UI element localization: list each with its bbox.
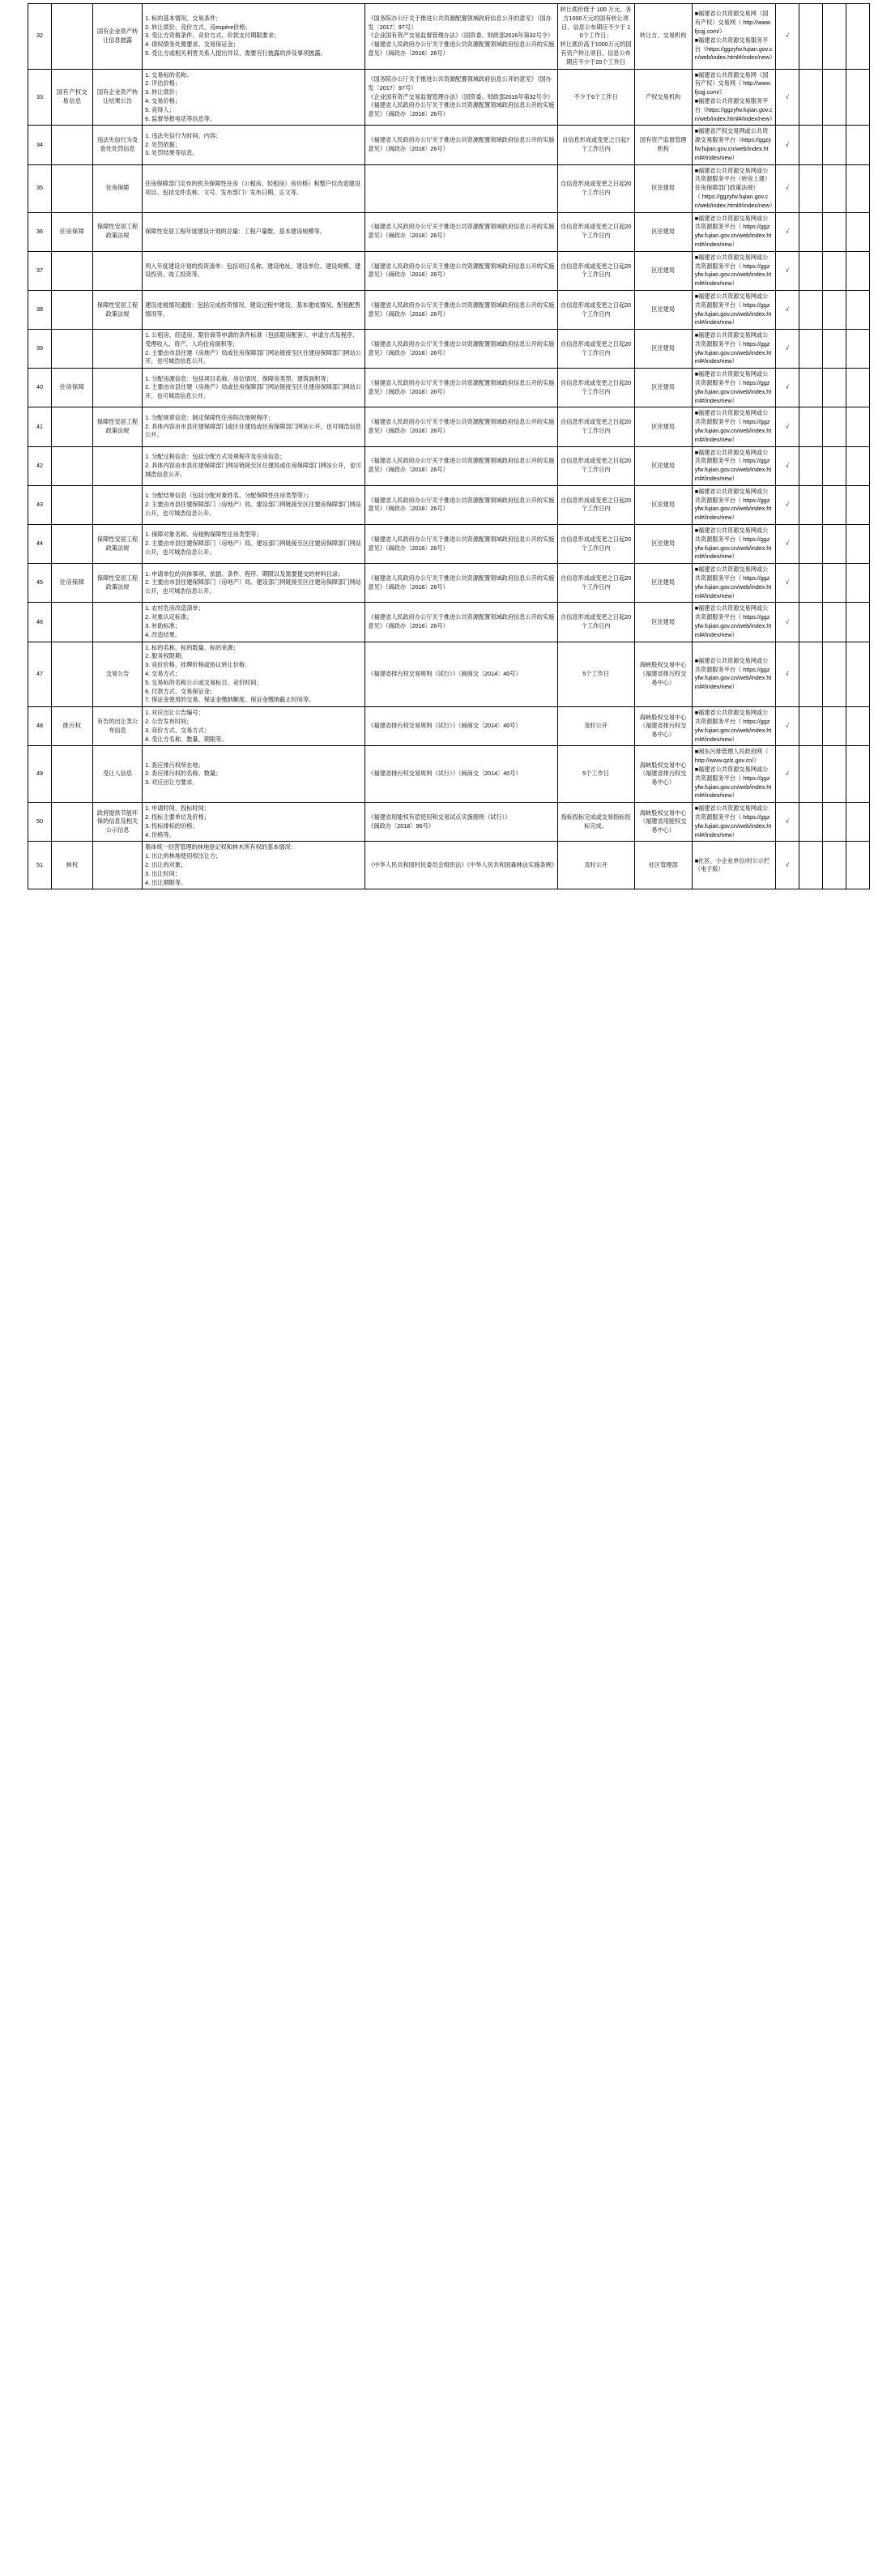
row-legal-basis: 《福建省人民政府办公厅关于推进公共资源配置领域政府信息公开的实施意见》（闽政办〔2018〕26号）: [365, 603, 557, 642]
row-checkmark: √: [775, 407, 799, 446]
row-checkmark: [822, 642, 846, 707]
row-disclosure-items: 1. 分配规章信息：制定保障性住房院次地规程序； 2. 具体内容由市县住建保障部门或区住建局或住房保障部门网站公开，也可城浩信息公开。: [143, 407, 365, 446]
row-subcategory: 保障性安居工程政策法规: [93, 290, 143, 329]
row-number: 37: [28, 251, 52, 290]
row-number: 40: [28, 369, 52, 407]
row-responsible-org: 区住建局: [634, 212, 692, 251]
row-checkmark: √: [775, 369, 799, 407]
row-checkmark: [799, 564, 822, 603]
row-disclosure-items: 1. 农村危房改造清单； 2. 对象认定标准； 3. 补助标准； 4. 改造结果。: [143, 603, 365, 642]
row-checkmark: √: [775, 330, 799, 369]
row-checkmark: [799, 842, 822, 889]
row-checkmark: [799, 4, 822, 70]
row-category: 住房保障: [52, 212, 93, 251]
row-disclosure-items: 集体统一经营管理的林地登记权和林木所有权的基本情况： 1. 出让的林地使用权出让方； 2. 出让的对象； 3. 出让时间； 4. 出让期限等。: [143, 842, 365, 889]
row-subcategory: 保障性安居工程政策法规: [93, 525, 143, 564]
row-disclosure-time: 转让底价低于 100 万元、各方1000万元的国有转让项目、信息公布期应不少于 10个工作日； 转让底价高于1000万元的国有资产转让项目、信息公布期应不少于20个工作日: [557, 4, 634, 70]
row-number: 34: [28, 126, 52, 164]
row-number: 44: [28, 525, 52, 564]
row-disclosure-time: 自信息形成或变更之日起20个工作日内: [557, 164, 634, 212]
row-responsible-org: 区住建局: [634, 446, 692, 485]
row-subcategory: [93, 330, 143, 369]
row-responsible-org: 海峡股权交易中心（福建省用能权交易中心）: [634, 803, 692, 842]
table-row: [28, 746, 870, 803]
table-row: [28, 212, 870, 251]
row-checkmark: [846, 4, 869, 70]
row-category: 林权: [52, 842, 93, 889]
row-checkmark: [846, 485, 869, 524]
row-legal-basis: 《福建省排污权交易规则（试行）》（闽商交〔2014〕40号）: [365, 707, 557, 746]
row-category: [52, 525, 93, 564]
table-row: [28, 485, 870, 524]
row-checkmark: [799, 251, 822, 290]
row-checkmark: [846, 746, 869, 803]
row-checkmark: [822, 603, 846, 642]
row-number: 46: [28, 603, 52, 642]
row-legal-basis: 《福建省人民政府办公厅关于推进公共资源配置领域政府信息公开的实施意见》（闽政办〔2018〕26号）: [365, 126, 557, 164]
row-checkmark: [846, 603, 869, 642]
row-number: 49: [28, 746, 52, 803]
table-row: [28, 446, 870, 485]
row-checkmark: [846, 842, 869, 889]
row-checkmark: [846, 212, 869, 251]
row-legal-basis: 《福建省人民政府办公厅关于推进公共资源配置领域政府信息公开的实施意见》（闽政办〔2018〕26号）: [365, 485, 557, 524]
row-checkmark: [799, 69, 822, 126]
row-disclosure-items: 1. 公租房、经适房、限价商等申请的条件标准（包括限房配套）、申请方式及程序、受理收入、资产、人均住房面积等； 2. 主要由市县住建（房地产）局或住房保障部门网站链接至区住建房保障部门网站公开，也可城浩信息公开。: [143, 330, 365, 369]
row-checkmark: [822, 4, 846, 70]
row-disclosure-time: 5个工作日: [557, 642, 634, 707]
row-responsible-org: 海峡股权交易中心（福建省排污权交易中心）: [634, 746, 692, 803]
row-platform: ■福建省公共资源交易网或公共资源服务平台（ https://ggzyfw.fujian.gov.cn/web/index.html#/index/new）: [692, 642, 775, 707]
row-checkmark: √: [775, 251, 799, 290]
row-platform: ■闽东污排管理人民政府网（ http://www.qzlz.gov.cn/） ■福建省公共资源交易网或公共资源服务平台（ https://ggzyfw.fujian.gov.cn/web/index.html#/index/new）: [692, 746, 775, 803]
row-subcategory: [93, 842, 143, 889]
row-category: [52, 251, 93, 290]
row-disclosure-time: 自信息形成或变更之日起20个工作日内: [557, 290, 634, 329]
row-number: 39: [28, 330, 52, 369]
row-disclosure-time: 自信息形成或变更之日起20个工作日内: [557, 251, 634, 290]
table-row: [28, 126, 870, 164]
row-checkmark: √: [775, 485, 799, 524]
row-legal-basis: 《福建省人民政府办公厅关于推进公共资源配置领域政府信息公开的实施意见》（闽政办〔2018〕26号）: [365, 446, 557, 485]
row-category: [52, 485, 93, 524]
row-subcategory: [93, 251, 143, 290]
row-checkmark: [822, 564, 846, 603]
row-disclosure-time: 自信息形成或变更之日起20个工作日内: [557, 212, 634, 251]
row-checkmark: [846, 164, 869, 212]
row-subcategory: [93, 369, 143, 407]
row-subcategory: 有告的出让类公布信息: [93, 707, 143, 746]
row-responsible-org: 转让方、交易机构: [634, 4, 692, 70]
row-checkmark: [846, 369, 869, 407]
row-checkmark: [822, 212, 846, 251]
table-row: [28, 164, 870, 212]
row-disclosure-time: 自信息形成或变更之日起20个工作日内: [557, 446, 634, 485]
row-category: [52, 407, 93, 446]
row-checkmark: [799, 330, 822, 369]
row-category: 住房保障: [52, 369, 93, 407]
row-number: 35: [28, 164, 52, 212]
public-resource-disclosure-table: [28, 3, 870, 889]
row-checkmark: √: [775, 564, 799, 603]
row-responsible-org: 区住建局: [634, 603, 692, 642]
row-responsible-org: 社区管理部: [634, 842, 692, 889]
row-responsible-org: 区住建局: [634, 369, 692, 407]
row-checkmark: √: [775, 642, 799, 707]
row-checkmark: √: [775, 707, 799, 746]
row-platform: ■福建省公共资源交易网或公共资源服务平台（ https://ggzyfw.fujian.gov.cn/web/index.html#/index/new）: [692, 446, 775, 485]
row-checkmark: [846, 407, 869, 446]
table-row: [28, 564, 870, 603]
row-checkmark: [822, 407, 846, 446]
row-disclosure-items: 1. 申请单位的具体事项、依据、条件、程序、期限以及需要提交的材料目录； 2. 主要由市县住建保障部门（房地产）局、建设部门网链接至区住建房保障部门网站公开，也可城浩信息公开。: [143, 564, 365, 603]
row-category: 排污权: [52, 707, 93, 746]
row-platform: ■福建省公共资源交易网或公共资源服务平台（ https://ggzyfw.fujian.gov.cn/web/index.html#/index/new）: [692, 290, 775, 329]
row-legal-basis: 《福建省人民政府办公厅关于推进公共资源配置领域政府信息公开的实施意见》（闽政办〔2018〕26号）: [365, 407, 557, 446]
row-number: 38: [28, 290, 52, 329]
row-legal-basis: 《福建省人民政府办公厅关于推进公共资源配置领域政府信息公开的实施意见》（闽政办〔2018〕26号）: [365, 212, 557, 251]
row-subcategory: 住房保障: [93, 164, 143, 212]
row-checkmark: √: [775, 746, 799, 803]
row-disclosure-items: 1. 保障对象名称、房租购保障性住房类型等； 2. 主要由市县住建保障部门（房地产）局、建设部门网链接至区住建房保障部门网站公开，也可城浩信息公开。: [143, 525, 365, 564]
row-checkmark: [799, 446, 822, 485]
row-subcategory: [93, 485, 143, 524]
table-row: [28, 803, 870, 842]
row-subcategory: 国有企业资产转让结果公告: [93, 69, 143, 126]
row-checkmark: [822, 746, 846, 803]
row-checkmark: [799, 603, 822, 642]
row-subcategory: 保障性安居工程政策法规: [93, 212, 143, 251]
row-checkmark: [822, 290, 846, 329]
table-row: [28, 290, 870, 329]
row-checkmark: [799, 126, 822, 164]
row-responsible-org: 区住建局: [634, 564, 692, 603]
row-platform: ■福建省公共资源交易网或公共资源服务平台（转房上建）住房保障部门政策法规） （ https://ggzyfw.fujian.gov.cn/web/index.html#/index/new）: [692, 164, 775, 212]
table-row: [28, 69, 870, 126]
row-platform: ■福建省公共资源交易网（国有产权）交易网（ http://www.fjcqj.com/） ■福建省公共资源交易服务平台（https://ggzyfw.fujian.gov.cn/web/index.html#/index/new）: [692, 4, 775, 70]
row-platform: ■社区、小企业单位/村公示栏（电子版）: [692, 842, 775, 889]
row-subcategory: [93, 446, 143, 485]
row-disclosure-time: 自信息形成或变更之日起20个工作日内: [557, 407, 634, 446]
row-checkmark: √: [775, 4, 799, 70]
row-disclosure-items: 1. 对应出让公告编号； 2. 公告发布时间； 3. 竞价方式、交易方式； 4. 受让方名称、数量、期限等。: [143, 707, 365, 746]
row-number: 50: [28, 803, 52, 842]
row-disclosure-time: 不少于6个工作日: [557, 69, 634, 126]
row-category: [52, 4, 93, 70]
row-checkmark: [846, 525, 869, 564]
table-row: [28, 369, 870, 407]
row-disclosure-time: 指标投标完成或交易指标投标完成。: [557, 803, 634, 842]
row-checkmark: [822, 330, 846, 369]
row-number: 47: [28, 642, 52, 707]
row-legal-basis: 《福建省排污权交易规则（试行）》（闽商交〔2014〕40号）: [365, 746, 557, 803]
row-checkmark: [846, 642, 869, 707]
row-checkmark: [822, 164, 846, 212]
row-category: [52, 603, 93, 642]
row-checkmark: √: [775, 290, 799, 329]
row-checkmark: [846, 446, 869, 485]
row-category: [52, 330, 93, 369]
row-checkmark: [799, 485, 822, 524]
row-platform: ■福建省公共资源交易网或公共资源服务平台（ https://ggzyfw.fujian.gov.cn/web/index.html#/index/new）: [692, 803, 775, 842]
row-disclosure-time: 自信息形成或变更之日起7个工作日内: [557, 126, 634, 164]
row-platform: ■福建省公共资源交易网或公共资源服务平台（ https://ggzyfw.fujian.gov.cn/web/index.html#/index/new）: [692, 485, 775, 524]
row-platform: ■福建省公共资源交易网或公共资源服务平台（ https://ggzyfw.fujian.gov.cn/web/index.html#/index/new）: [692, 707, 775, 746]
row-checkmark: √: [775, 212, 799, 251]
row-checkmark: [846, 251, 869, 290]
row-category: [52, 446, 93, 485]
row-checkmark: [822, 126, 846, 164]
row-checkmark: √: [775, 603, 799, 642]
row-disclosure-items: 1. 查应排污权所在地； 2. 查应排污权的名称、数量； 3. 对应出让方要求。: [143, 746, 365, 803]
row-disclosure-items: 1. 分配结果信息（包括分配对象姓名、分配保障性住房类型等）； 2. 主要由市县住建保障部门（房地产）局、建设部门网链接至区住建房保障部门网站公开，也可城浩信息公开。: [143, 485, 365, 524]
row-checkmark: √: [775, 126, 799, 164]
row-checkmark: [822, 369, 846, 407]
row-disclosure-items: 1. 标的名称、标的数量、标的来源； 2. 服务权限期； 3. 竞价价格、挂牌价格或协议转让价格； 4. 交易方式； 5. 交易标的名称公示或交易标目、竞价时间； 6. 付款方式、交易保证金； 7. 保证金使用的交易、保证金缴纳额度、保证金缴纳截止时间等。: [143, 642, 365, 707]
row-category: [52, 164, 93, 212]
row-legal-basis: 《福建省人民政府办公厅关于推进公共资源配置领域政府信息公开的实施意见》（闽政办〔2018〕26号）: [365, 290, 557, 329]
row-disclosure-items: 1. 申请时间、投标时间； 2. 投标主要单位及价格； 3. 投标排标的价格； 4. 价格等。: [143, 803, 365, 842]
row-subcategory: 违法失信行为及查处处罚信息: [93, 126, 143, 164]
row-disclosure-items: 1. 分配房源信息：包括项目名称、房位情况、保障房类型、建筑面积等； 2. 主要由市县住建（房地产）局或住房保障部门网站链接至区住建房保障部门网站公开，也可城浩信息公开。: [143, 369, 365, 407]
row-checkmark: [822, 446, 846, 485]
row-checkmark: [799, 525, 822, 564]
row-disclosure-items: 1. 标的基本情况、交易条件； 2. 转让底价、竞价方式、竞espère价格； 3. 受让方资格条件、竞价方式、价款支付期限要求； 4. 债权债务处置要求、交易保证金； 5. 受让方或相关利害关系人提出异议、需要另行披露的涉及事项披露。: [143, 4, 365, 70]
row-checkmark: [846, 330, 869, 369]
row-checkmark: [846, 126, 869, 164]
table-row: [28, 842, 870, 889]
table-row: [28, 603, 870, 642]
row-disclosure-time: 及时公开: [557, 707, 634, 746]
row-checkmark: [846, 707, 869, 746]
row-responsible-org: 区住建局: [634, 485, 692, 524]
row-subcategory: 保障性安居工程政策法规: [93, 407, 143, 446]
row-disclosure-time: 5个工作日: [557, 746, 634, 803]
table-row: [28, 4, 870, 70]
row-checkmark: [846, 290, 869, 329]
row-number: 43: [28, 485, 52, 524]
row-legal-basis: 《福建省人民政府办公厅关于推进公共资源配置领域政府信息公开的实施意见》（闽政办〔2018〕26号）: [365, 369, 557, 407]
row-checkmark: [799, 707, 822, 746]
row-checkmark: [799, 803, 822, 842]
row-disclosure-time: 自信息形成或变更之日起20个工作日内: [557, 485, 634, 524]
row-checkmark: [846, 564, 869, 603]
row-category: [52, 803, 93, 842]
row-category: [52, 126, 93, 164]
table-row: [28, 407, 870, 446]
row-checkmark: [846, 803, 869, 842]
row-subcategory: 交易公告: [93, 642, 143, 707]
row-disclosure-items: 住房保障部门定布的机关保障性住房（公租房、轻租房）房价格）和整户位改造建设项目、包括交件名称、文号、发布部门）发布日期、正文等。: [143, 164, 365, 212]
table-row: [28, 642, 870, 707]
row-checkmark: [799, 164, 822, 212]
row-checkmark: √: [775, 842, 799, 889]
row-disclosure-time: 自信息形成或变更之日起20个工作日内: [557, 603, 634, 642]
row-platform: ■福建省公共资源交易网或公共资源服务平台（ https://ggzyfw.fujian.gov.cn/web/index.html#/index/new）: [692, 603, 775, 642]
row-subcategory: 保障性安居工程政策法规: [93, 564, 143, 603]
row-checkmark: [799, 290, 822, 329]
row-checkmark: [799, 407, 822, 446]
table-body: [28, 4, 870, 889]
row-legal-basis: [365, 164, 557, 212]
row-checkmark: [822, 803, 846, 842]
row-checkmark: [799, 369, 822, 407]
row-legal-basis: 《中华人民共和国村民委员会组织法》《中华人民共和国森林法实施条例》: [365, 842, 557, 889]
row-number: 36: [28, 212, 52, 251]
row-platform: ■福建省公共资源交易网或公共资源服务平台（ https://ggzyfw.fujian.gov.cn/web/index.html#/index/new）: [692, 212, 775, 251]
row-category: 住房保障: [52, 564, 93, 603]
row-responsible-org: 区住建局: [634, 407, 692, 446]
row-responsible-org: 区住建局: [634, 290, 692, 329]
row-platform: ■福建省公共资源交易网（国有产权）交易网（ http://www.fjcqj.com/） ■福建省公共资源交易服务平台（https://ggzyfw.fujian.gov.cn/web/index.html#/index/new）: [692, 69, 775, 126]
row-legal-basis: 《福建省人民政府办公厅关于推进公共资源配置领域政府信息公开的实施意见》（闽政办〔2018〕26号）: [365, 525, 557, 564]
row-legal-basis: 《福建省排污权交易规则（试行）》（闽商交〔2014〕40号）: [365, 642, 557, 707]
row-legal-basis: 《国务院办公厅关于推进公共资源配置领域政府信息公开的意见》（国办发〔2017〕97号） 《企业国有资产交易监督管理办法》（国资委、财政部2016年第32号令） 《福建省人民政府办公厅关于推进公共资源配置领域政府信息公开的实施意见》（闽政办〔2018〕26号）: [365, 69, 557, 126]
row-disclosure-items: 1. 交易标的名称； 2. 评估价格； 3. 转让底价； 4. 交易价格； 5. 竞得人； 6. 监督举报电话等信息等。: [143, 69, 365, 126]
row-number: 32: [28, 4, 52, 70]
row-checkmark: √: [775, 69, 799, 126]
row-number: 45: [28, 564, 52, 603]
row-disclosure-time: 自信息形成或变更之日起20个工作日内: [557, 564, 634, 603]
row-subcategory: 政府提供节能环保的信息及相关公示信息: [93, 803, 143, 842]
row-disclosure-items: 保障性安居工程年度建设计划的总量：工程户量数、基本建设规模等。: [143, 212, 365, 251]
row-legal-basis: 《福建省人民政府办公厅关于推进公共资源配置领域政府信息公开的实施意见》（闽政办〔2018〕26号）: [365, 564, 557, 603]
row-responsible-org: 海峡股权交易中心（福建省排污权交易中心）: [634, 642, 692, 707]
row-disclosure-time: 及时公开: [557, 842, 634, 889]
row-platform: ■福建省公共资源交易网或公共资源服务平台（ https://ggzyfw.fujian.gov.cn/web/index.html#/index/new）: [692, 369, 775, 407]
row-checkmark: √: [775, 164, 799, 212]
row-responsible-org: 国有资产监督管理机构: [634, 126, 692, 164]
row-legal-basis: 《国务院办公厅关于推进公共资源配置领域政府信息公开的意见》（国办发〔2017〕97号） 《企业国有资产交易监督管理办法》（国资委、财政部2016年第32号令） 《福建省人民政府办公厅关于推进公共资源配置领域政府信息公开的实施意见》（闽政办〔2018〕26号）: [365, 4, 557, 70]
row-number: 41: [28, 407, 52, 446]
row-checkmark: [822, 707, 846, 746]
row-subcategory: 受让人信息: [93, 746, 143, 803]
row-checkmark: [822, 69, 846, 126]
row-legal-basis: 《福建省人民政府办公厅关于推进公共资源配置领域政府信息公开的实施意见》（闽政办〔2018〕26号）: [365, 330, 557, 369]
row-platform: ■福建省产权交易网或公共资源交易服务平台（https://ggzyfw.fujian.gov.cn/web/index.html#/index/new）: [692, 126, 775, 164]
row-platform: ■福建省公共资源交易网或公共资源服务平台（ https://ggzyfw.fujian.gov.cn/web/index.html#/index/new）: [692, 330, 775, 369]
row-platform: ■福建省公共资源交易网或公共资源服务平台（ https://ggzyfw.fujian.gov.cn/web/index.html#/index/new）: [692, 251, 775, 290]
row-checkmark: [799, 746, 822, 803]
row-number: 33: [28, 69, 52, 126]
row-checkmark: [846, 69, 869, 126]
row-platform: ■福建省公共资源交易网或公共资源服务平台（ https://ggzyfw.fujian.gov.cn/web/index.html#/index/new）: [692, 564, 775, 603]
row-responsible-org: 区住建局: [634, 525, 692, 564]
row-checkmark: [799, 642, 822, 707]
row-number: 42: [28, 446, 52, 485]
row-disclosure-time: 自信息形成或变更之日起20个工作日内: [557, 525, 634, 564]
row-disclosure-items: 建设进展情况通报：包括完成投资情况、建设过程中建设、基本建成情况、配租配售情况等。: [143, 290, 365, 329]
row-disclosure-time: 自信息形成或变更之日起20个工作日内: [557, 369, 634, 407]
row-category: [52, 746, 93, 803]
row-disclosure-items: 1. 分配过程信息：包括分配方式及规程序及住房信息； 2. 具体内容由市县住建保障部门网站链接至区住建局或住房保障部门网站公开，也可城浩信息公开。: [143, 446, 365, 485]
row-responsible-org: 区住建局: [634, 251, 692, 290]
row-responsible-org: 产权交易机构: [634, 69, 692, 126]
row-category: [52, 290, 93, 329]
document-page: [0, 3, 891, 2576]
table-row: [28, 251, 870, 290]
row-checkmark: [822, 485, 846, 524]
row-category: [52, 642, 93, 707]
row-category: 国有产权交易信息: [52, 69, 93, 126]
row-subcategory: [93, 603, 143, 642]
row-checkmark: [799, 212, 822, 251]
row-platform: ■福建省公共资源交易网或公共资源服务平台（ https://ggzyfw.fujian.gov.cn/web/index.html#/index/new）: [692, 525, 775, 564]
table-row: [28, 525, 870, 564]
row-checkmark: √: [775, 525, 799, 564]
row-checkmark: [822, 525, 846, 564]
row-checkmark: √: [775, 803, 799, 842]
row-platform: ■福建省公共资源交易网或公共资源服务平台（ https://ggzyfw.fujian.gov.cn/web/index.html#/index/new）: [692, 407, 775, 446]
row-responsible-org: 区住建局: [634, 330, 692, 369]
row-subcategory: 国有企业资产转让信息披露: [93, 4, 143, 70]
row-legal-basis: 《福建省用能权有偿使用和交易试点实施细则（试行）》 《闽政办〔2018〕96号》: [365, 803, 557, 842]
table-row: [28, 707, 870, 746]
row-disclosure-time: 自信息形成或变更之日起20个工作日内: [557, 330, 634, 369]
row-checkmark: [822, 842, 846, 889]
row-checkmark: √: [775, 446, 799, 485]
row-responsible-org: 区住建局: [634, 164, 692, 212]
row-number: 48: [28, 707, 52, 746]
row-responsible-org: 海峡股权交易中心（福建省排污权交易中心）: [634, 707, 692, 746]
row-disclosure-items: 列入年度建设计划的投资清单：包括项目名称、建设地址、建设单位、建设规模、建设投资、竣工投资等。: [143, 251, 365, 290]
row-disclosure-items: 1. 违法失信行为时间、内容； 2. 处罚依据； 3. 处罚结果等信息。: [143, 126, 365, 164]
table-row: [28, 330, 870, 369]
row-number: 51: [28, 842, 52, 889]
row-legal-basis: 《福建省人民政府办公厅关于推进公共资源配置领域政府信息公开的实施意见》（闽政办〔2018〕26号）: [365, 251, 557, 290]
row-checkmark: [822, 251, 846, 290]
